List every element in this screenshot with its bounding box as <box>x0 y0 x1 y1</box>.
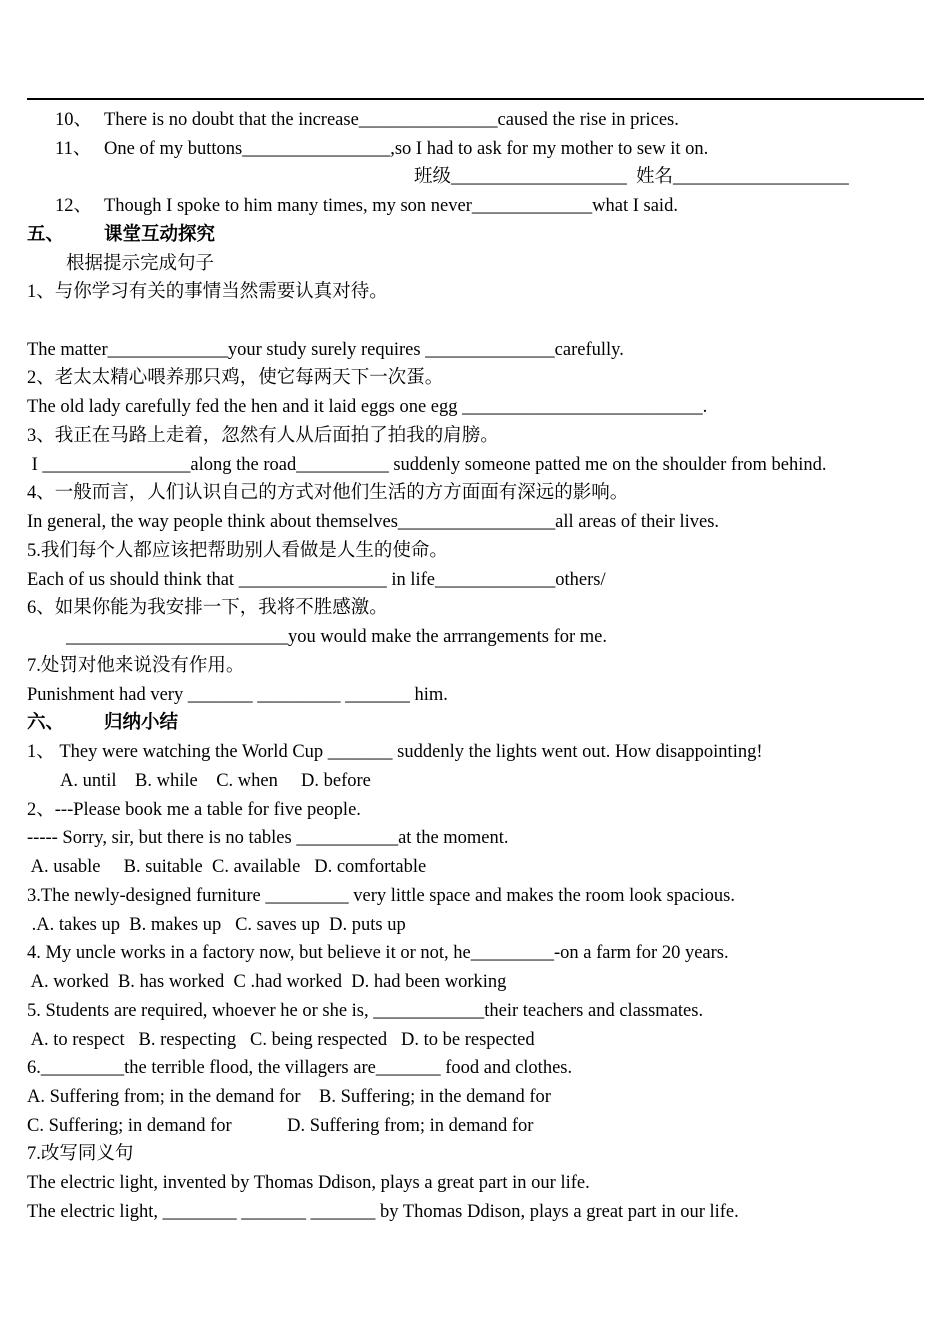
s6-q3-options: .A. takes up B. makes up C. saves up D. puts up <box>27 915 406 935</box>
s6-q7-original: The electric light, invented by Thomas Ddison, plays a great part in our life. <box>27 1173 590 1193</box>
s6-q2-options: A. usable B. suitable C. available D. comfortable <box>27 857 427 877</box>
s6-q4-options: A. worked B. has worked C .had worked D. had been working <box>27 972 507 992</box>
s6-q6: 6._________the terrible flood, the villagers are_______ food and clothes. <box>27 1058 573 1078</box>
s5-item1-english: The matter_____________your study surely requires ______________carefully. <box>27 340 624 360</box>
q10-number: 10、 <box>55 110 93 130</box>
s6-q2: 2、---Please book me a table for five people. <box>27 800 361 820</box>
s6-q3: 3.The newly-designed furniture _________ very little space and makes the room look spacious. <box>27 886 735 906</box>
q10-text: There is no doubt that the increase_______________caused the rise in prices. <box>104 110 679 130</box>
s5-item2-chinese: 2、老太太精心喂养那只鸡，使它每两天下一次蛋。 <box>27 368 444 388</box>
s5-item7-chinese: 7.处罚对他来说没有作用。 <box>27 656 245 676</box>
s6-q5: 5. Students are required, whoever he or she is, ____________their teachers and classmates. <box>27 1001 704 1021</box>
s6-q1: 1、 They were watching the World Cup _______ suddenly the lights went out. How disappointing! <box>27 742 763 762</box>
s6-q7-title: 7.改写同义句 <box>27 1144 134 1164</box>
s5-item6-chinese: 6、如果你能为我安排一下，我将不胜感激。 <box>27 598 388 618</box>
s6-q2-reply: ----- Sorry, sir, but there is no tables ___________at the moment. <box>27 828 509 848</box>
s6-q6-options-ab: A. Suffering from; in the demand for B. Suffering; in the demand for <box>27 1087 551 1107</box>
section5-title: 课堂互动探究 <box>104 225 216 245</box>
s5-item4-chinese: 4、一般而言，人们认识自己的方式对他们生活的方方面面有深远的影响。 <box>27 483 629 503</box>
s6-q6-options-cd: C. Suffering; in demand for D. Suffering from; in demand for <box>27 1116 534 1136</box>
section5-instruction: 根据提示完成句子 <box>66 254 215 274</box>
s6-q4: 4. My uncle works in a factory now, but believe it or not, he_________-on a farm for 20 years. <box>27 943 729 963</box>
s5-item3-english: I ________________along the road__________ suddenly someone patted me on the shoulder from behind. <box>27 455 827 475</box>
q12-number: 12、 <box>55 196 93 216</box>
s5-item6-english: ________________________you would make the arrrangements for me. <box>66 627 608 647</box>
s5-item5-english: Each of us should think that ________________ in life_____________others/ <box>27 570 606 590</box>
q11-number: 11、 <box>55 139 92 159</box>
s5-item4-english: In general, the way people think about themselves_________________all areas of their lives. <box>27 512 720 532</box>
s5-item3-chinese: 3、我正在马路上走着，忽然有人从后面拍了拍我的肩膀。 <box>27 426 499 446</box>
s6-q5-options: A. to respect B. respecting C. being respected D. to be respected <box>27 1030 535 1050</box>
s6-q1-options: A. until B. while C. when D. before <box>60 771 371 791</box>
section5-number: 五、 <box>27 225 65 245</box>
q11-text: One of my buttons________________,so I had to ask for my mother to sew it on. <box>104 139 709 159</box>
q12-text: Though I spoke to him many times, my son never_____________what I said. <box>104 196 678 216</box>
s5-item7-english: Punishment had very _______ _________ _______ him. <box>27 685 448 705</box>
section6-title: 归纳小结 <box>104 713 179 733</box>
s5-item5-chinese: 5.我们每个人都应该把帮助别人看做是人生的使命。 <box>27 541 448 561</box>
s5-item1-chinese: 1、与你学习有关的事情当然需要认真对待。 <box>27 282 388 302</box>
s5-item2-english: The old lady carefully fed the hen and it laid eggs one egg __________________________. <box>27 397 708 417</box>
s6-q7-rewrite: The electric light, ________ _______ _______ by Thomas Ddison, plays a great part in our life. <box>27 1202 739 1222</box>
top-rule <box>27 98 924 100</box>
class-name-fields: 班级___________________ 姓名___________________ <box>414 167 849 187</box>
section6-number: 六、 <box>27 713 65 733</box>
